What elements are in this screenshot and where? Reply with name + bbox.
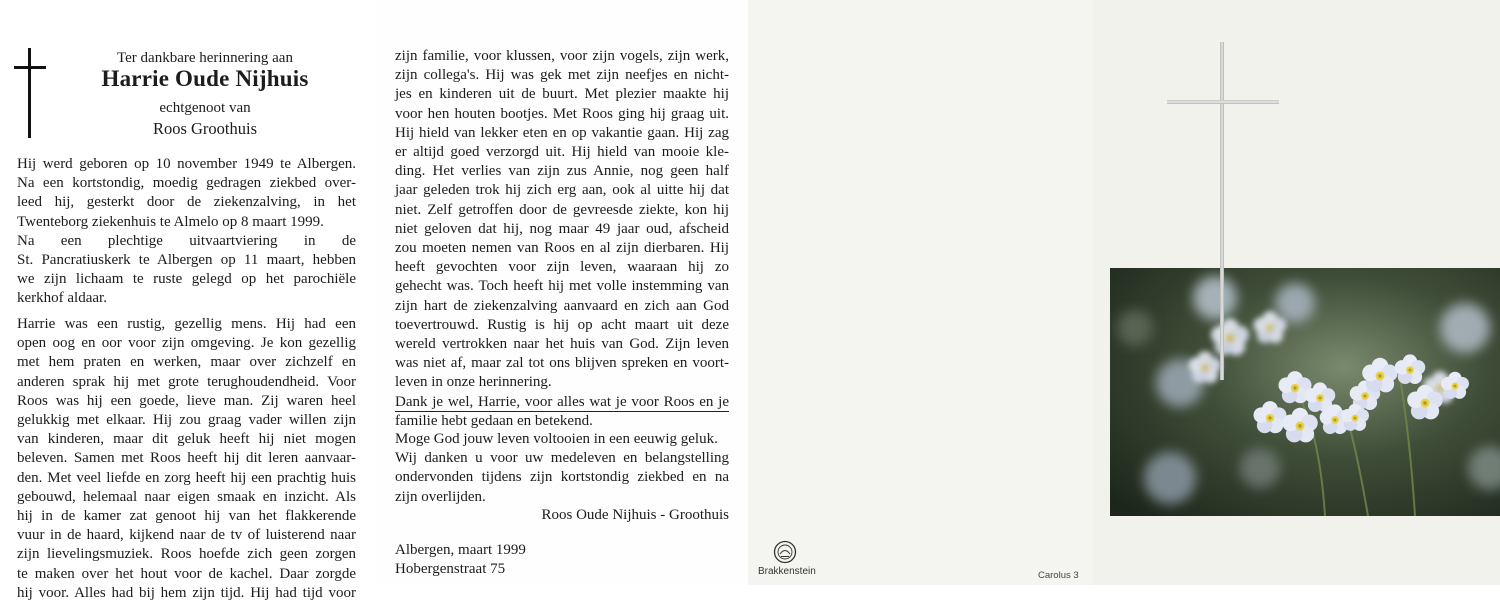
place-and-address: [395, 541, 729, 579]
spouse-intro: echtgenoot van: [159, 100, 251, 116]
text-line: jes en kinderen uit de buurt. Met plezier maakte hij: [395, 86, 729, 103]
address: Hobergenstraat 75: [395, 561, 506, 578]
text-line: heeft gevochten voor zijn leven, waaraan hij zo: [395, 259, 729, 276]
text-line: zijn overlijden.: [395, 488, 486, 505]
text-line: vuur in de haard, kijkend naar de tv of luisterend naar: [17, 527, 356, 544]
text-line: gelukkig met elkaar. Hij zou graag vader willen zijn: [17, 412, 356, 429]
text-line: toevertrouwd. Rustig is hij op acht maart uit deze: [395, 316, 729, 333]
text-line: hij voor. Alles had bij hem zijn tijd. Hij had tijd voor: [17, 584, 356, 601]
text-line: zijn lievelingsmuziek. Roos hoefde zich geen zorgen: [17, 546, 356, 563]
text-line: zijn collega's. Hij was gek met zijn neefjes en nicht-: [395, 67, 729, 84]
text-line: Hij werd geboren op 10 november 1949 te Albergen.: [17, 156, 356, 172]
signature: Roos Oude Nijhuis - Groothuis: [541, 507, 729, 523]
text-line: leed hij, gesterkt door de ziekenzalving, in het: [17, 194, 356, 211]
character-paragraph: [17, 315, 356, 603]
card-model-name: Carolus 3: [1038, 570, 1079, 581]
text-line: voor hen houten bootjes. Met Roos ging hij graag uit.: [395, 105, 729, 122]
text-line: Dank je wel, Harrie, voor alles wat je voor Roos en je: [395, 393, 729, 410]
text-line: beleven. Samen met Roos heeft hij dit leren aanvaar-: [17, 450, 356, 467]
text-line: was niet af, maar zal tot ons blijven spreken en voort-: [395, 355, 729, 372]
text-line: niet. Zelf getroffen door de gevreesde ziekte, kon hij: [395, 201, 729, 218]
spouse-name: Roos Groothuis: [152, 119, 258, 138]
text-line: Na een kortstondig, moedig gedragen ziekbed over-: [17, 175, 356, 192]
text-line: Na een plechtige uitvaartviering in de: [17, 232, 356, 249]
text-line: Harrie was een rustig, gezellig mens. Hij had een: [17, 316, 356, 332]
text-line: Twenteborg ziekenhuis te Almelo op 8 maart 1999.: [17, 213, 324, 230]
text-line: jaar geleden trok hij zich erg aan, ook al uitte hij dat: [395, 182, 729, 199]
text-line: zou moeten nemen van Roos en al zijn dierbaren. Hij: [395, 240, 729, 257]
text-line: kerkhof aldaar.: [17, 290, 107, 307]
text-line: anderen sprak hij met grote terughoudendheid. Voor: [17, 373, 356, 390]
cross-vertical-bar: [28, 48, 31, 138]
text-line: er altijd goed verzorgd uit. Hij hield van mooie kle-: [395, 144, 729, 161]
text-line: den. Met veel liefde en zorg heeft hij een prachtig huis: [17, 469, 356, 486]
text-line: Moge God jouw leven voltooien in een eeuwig geluk.: [395, 431, 718, 447]
text-line: leven in onze herinnering.: [395, 374, 552, 391]
text-line: Hij hield van lekker eten en op vakantie gaan. Hij zag: [395, 124, 729, 141]
deceased-name: Harrie Oude Nijhuis: [101, 66, 309, 91]
text-line: te maken over het hout voor de kachel. Daar zorgde: [17, 565, 356, 582]
circular-publisher-logo-icon: [773, 540, 797, 564]
text-line: niet geloven dat hij, nog maar 49 jaar oud, afscheid: [395, 220, 729, 237]
text-line: van kinderen, maar dit geluk heeft hij niet mogen: [17, 431, 356, 448]
text-line: gehecht was. Toch heeft hij met volle instemming van: [395, 278, 729, 295]
biography-paragraph: [17, 155, 356, 309]
text-line: gebouwd, helemaal naar eigen smaak en inzicht. Als: [17, 488, 356, 505]
forget-me-not-flowers-photo: [1110, 268, 1500, 516]
text-line: met hem praten en werken, maar over zichzelf en: [17, 354, 356, 371]
silver-cross-horizontal-bar: [1167, 100, 1279, 104]
thanks-paragraph: [395, 430, 729, 507]
section-divider: [395, 411, 729, 412]
cross-horizontal-bar: [14, 66, 46, 69]
dedication-line: Ter dankbare herinnering aan: [117, 50, 293, 66]
text-line: hij in de kamer zat genoot hij van het flakkerende: [17, 508, 356, 525]
text-line: ondervonden tijdens zijn kortstondig ziekbed en na: [395, 469, 729, 486]
text-line: zijn familie, voor klussen, voor zijn vogels, zijn werk,: [395, 48, 729, 64]
text-line: familie hebt gedaan en betekend.: [395, 412, 593, 429]
text-line: open oog en oor voor zijn omgeving. Je kon gezellig: [17, 335, 356, 352]
text-line: St. Pancratiuskerk te Albergen op 11 maart, hebben: [17, 252, 356, 269]
text-line: Wij danken u voor uw medeleven en belangstelling: [395, 450, 729, 467]
text-line: wereld vertrokken naar het huis van God. Zijn leven: [395, 336, 729, 353]
silver-cross-vertical-bar: [1220, 42, 1224, 380]
card-back-cover: [748, 0, 1093, 585]
text-line: ding. Het verlies van zijn zus Annie, nog geen half: [395, 163, 729, 180]
text-line: we zijn lichaam te ruste gelegd op het parochiële: [17, 271, 356, 288]
text-line: zijn hart de ziekenzalving aanvaard en zich aan God: [395, 297, 729, 314]
place-date: Albergen, maart 1999: [395, 542, 526, 558]
character-paragraph-continued: [395, 47, 729, 431]
text-line: Roos was hij een goede, lieve man. Zij waren heel: [17, 392, 356, 409]
publisher-name: Brakkenstein: [758, 566, 816, 577]
